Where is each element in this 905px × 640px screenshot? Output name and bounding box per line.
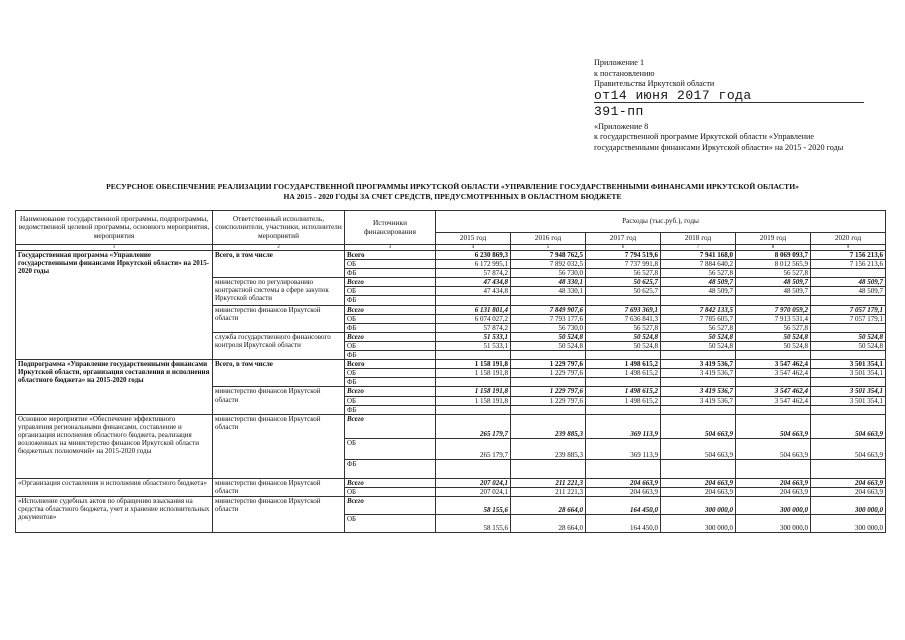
value-cell <box>511 459 586 478</box>
value-cell: 48 330,1 <box>511 278 586 287</box>
value-cell: 3 419 536,7 <box>661 396 736 405</box>
value-cell <box>511 405 586 414</box>
value-cell: 50 524,8 <box>736 341 811 350</box>
value-cell: 7 892 032,5 <box>511 260 586 269</box>
appendix-header <box>594 58 884 154</box>
value-cell: 300 000,0 <box>736 496 811 514</box>
value-cell <box>511 296 586 305</box>
event-name: «Организация составления и исполнения областного бюджета» <box>16 478 213 496</box>
value-cell: 56 527,8 <box>736 269 811 278</box>
value-cell: 48 509,7 <box>736 287 811 296</box>
value-cell: 50 524,8 <box>511 341 586 350</box>
value-cell: 504 663,9 <box>811 414 886 438</box>
value-cell: 7 737 991,8 <box>586 260 661 269</box>
value-cell: 57 874,2 <box>436 269 511 278</box>
value-cell: 3 547 462,4 <box>736 369 811 378</box>
value-cell: 28 664,0 <box>511 514 586 532</box>
source-fb: ФБ <box>345 323 436 332</box>
value-cell: 300 000,0 <box>811 514 886 532</box>
value-cell: 1 498 615,2 <box>586 360 661 369</box>
value-cell: 3 501 354,1 <box>811 369 886 378</box>
value-cell: 211 221,3 <box>511 487 586 496</box>
value-cell: 3 547 462,4 <box>736 387 811 396</box>
value-cell: 204 663,9 <box>811 487 886 496</box>
value-cell: 7 156 213,6 <box>811 260 886 269</box>
value-cell: 204 663,9 <box>586 487 661 496</box>
program-reference: к государственной программе Иркутской области «Управление государственными финансами Иркутской области» на 2015 - 2020 годы <box>594 132 844 152</box>
value-cell <box>661 351 736 360</box>
table-row <box>16 360 886 369</box>
header-expenses: Расходы (тыс.руб.), годы <box>436 211 886 233</box>
decree-number: 391-пп <box>594 103 644 119</box>
value-cell: 239 885,3 <box>511 414 586 438</box>
value-cell: 1 158 191,8 <box>436 360 511 369</box>
value-cell: 58 155,6 <box>436 514 511 532</box>
value-cell <box>661 296 736 305</box>
executor-cell: министерство финансов Иркутской области <box>213 305 345 332</box>
col-index: 3 <box>345 245 436 251</box>
source-fb: ФБ <box>345 351 436 360</box>
value-cell <box>436 405 511 414</box>
document-title <box>25 182 880 201</box>
col-index: 2 <box>213 245 345 251</box>
source-ob: ОБ <box>345 438 436 459</box>
executor-cell: министерство по регулированию контрактной системы в сфере закупок Иркутской области <box>213 278 345 305</box>
value-cell: 50 524,8 <box>511 332 586 341</box>
program-name: Государственная программа «Управление государственными финансами Иркутской области» на 2015-2020 годы <box>16 251 213 360</box>
value-cell: 1 498 615,2 <box>586 396 661 405</box>
header-executor: Ответственный исполнитель, соисполнители, участники, исполнители мероприятий <box>213 211 345 245</box>
value-cell: 7 941 168,0 <box>661 251 736 260</box>
value-cell <box>661 459 736 478</box>
source-fb: ФБ <box>345 459 436 478</box>
value-cell: 56 527,8 <box>661 269 736 278</box>
subprogram-total-executor: Всего, в том числе <box>213 360 345 387</box>
event-name: «Исполнение судебных актов по обращению взыскания на средства областного бюджета, учет и хранение исполнительных документов» <box>16 496 213 532</box>
value-cell: 56 730,0 <box>511 269 586 278</box>
value-cell <box>811 405 886 414</box>
subprogram-name: Подпрограмма «Управление государственными финансами Иркутской области, организация составления и исполнения областного бюджета» на 2015-2020 годы <box>16 360 213 415</box>
value-cell: 164 450,0 <box>586 514 661 532</box>
value-cell: 7 849 907,6 <box>511 305 586 314</box>
value-cell: 204 663,9 <box>586 478 661 487</box>
value-cell <box>736 459 811 478</box>
value-cell: 204 663,9 <box>811 478 886 487</box>
value-cell: 3 419 536,7 <box>661 387 736 396</box>
appendix8-label: «Приложение 8 <box>594 121 649 131</box>
source-total: Всего <box>345 478 436 487</box>
header-year: 2018 год <box>661 233 736 245</box>
source-total: Всего <box>345 278 436 287</box>
value-cell: 369 113,9 <box>586 414 661 438</box>
value-cell <box>586 459 661 478</box>
value-cell: 6 230 869,3 <box>436 251 511 260</box>
value-cell <box>586 378 661 387</box>
value-cell: 3 419 536,7 <box>661 369 736 378</box>
header-year: 2019 год <box>736 233 811 245</box>
value-cell: 56 730,0 <box>511 323 586 332</box>
source-ob: ОБ <box>345 369 436 378</box>
value-cell: 50 524,8 <box>811 332 886 341</box>
value-cell: 48 509,7 <box>811 287 886 296</box>
value-cell: 265 179,7 <box>436 414 511 438</box>
source-ob: ОБ <box>345 487 436 496</box>
value-cell: 300 000,0 <box>736 514 811 532</box>
value-cell <box>661 405 736 414</box>
value-cell: 1 158 191,8 <box>436 387 511 396</box>
value-cell: 7 057 179,1 <box>811 314 886 323</box>
value-cell: 7 884 640,2 <box>661 260 736 269</box>
value-cell: 204 663,9 <box>661 478 736 487</box>
value-cell: 48 509,7 <box>736 278 811 287</box>
value-cell: 1 229 797,6 <box>511 369 586 378</box>
value-cell: 3 547 462,4 <box>736 360 811 369</box>
value-cell: 7 793 177,6 <box>511 314 586 323</box>
title-line-2: НА 2015 - 2020 ГОДЫ ЗА СЧЕТ СРЕДСТВ, ПРЕДУСМОТРЕННЫХ В ОБЛАСТНОМ БЮДЖЕТЕ <box>283 191 622 201</box>
value-cell: 50 524,8 <box>661 332 736 341</box>
value-cell <box>811 459 886 478</box>
value-cell: 56 527,8 <box>586 323 661 332</box>
value-cell: 504 663,9 <box>736 438 811 459</box>
source-fb: ФБ <box>345 296 436 305</box>
value-cell: 47 434,8 <box>436 287 511 296</box>
col-index: 6 <box>586 245 661 251</box>
decree-date: от14 июня 2017 года <box>594 90 864 103</box>
value-cell: 164 450,0 <box>586 496 661 514</box>
value-cell: 7 156 213,6 <box>811 251 886 260</box>
value-cell <box>586 405 661 414</box>
value-cell: 207 024,1 <box>436 478 511 487</box>
col-index: 7 <box>661 245 736 251</box>
value-cell: 300 000,0 <box>661 496 736 514</box>
header-year: 2015 год <box>436 233 511 245</box>
value-cell: 8 012 565,9 <box>736 260 811 269</box>
value-cell: 1 158 191,8 <box>436 369 511 378</box>
value-cell: 204 663,9 <box>736 487 811 496</box>
col-index: 9 <box>811 245 886 251</box>
value-cell: 8 069 093,7 <box>736 251 811 260</box>
table-row <box>16 414 886 438</box>
value-cell <box>736 351 811 360</box>
title-line-1: РЕСУРСНОЕ ОБЕСПЕЧЕНИЕ РЕАЛИЗАЦИИ ГОСУДАРСТВЕННОЙ ПРОГРАММЫ ИРКУТСКОЙ ОБЛАСТИ «УПРАВЛЕНИЕ ГОСУДАРСТВЕННЫМИ ФИНАНСАМИ ИРКУТСКОЙ ОБЛАСТИ» <box>106 182 799 191</box>
value-cell: 300 000,0 <box>811 496 886 514</box>
value-cell: 7 913 531,4 <box>736 314 811 323</box>
value-cell: 50 524,8 <box>661 341 736 350</box>
value-cell: 7 842 133,5 <box>661 305 736 314</box>
value-cell <box>811 378 886 387</box>
header-year: 2017 год <box>586 233 661 245</box>
value-cell: 50 524,8 <box>586 332 661 341</box>
appendix-label: Приложение 1 <box>594 58 645 67</box>
value-cell <box>436 459 511 478</box>
col-index: 5 <box>511 245 586 251</box>
value-cell: 207 024,1 <box>436 487 511 496</box>
value-cell: 51 533,1 <box>436 341 511 350</box>
value-cell: 56 527,8 <box>736 323 811 332</box>
value-cell: 57 874,2 <box>436 323 511 332</box>
value-cell: 50 524,8 <box>811 341 886 350</box>
value-cell: 7 948 762,5 <box>511 251 586 260</box>
value-cell <box>736 405 811 414</box>
value-cell: 369 113,9 <box>586 438 661 459</box>
executor-cell: служба государственного финансового контроля Иркутской области <box>213 332 345 359</box>
value-cell: 7 636 841,3 <box>586 314 661 323</box>
value-cell: 51 533,1 <box>436 332 511 341</box>
value-cell <box>736 296 811 305</box>
table-row <box>16 478 886 487</box>
value-cell <box>511 378 586 387</box>
source-total: Всего <box>345 496 436 514</box>
value-cell <box>436 351 511 360</box>
main-event-name: Основное мероприятие «Обеспечение эффективного управления региональными финансами, составление и организация исполнения областного бюджета, реализация возложенных на министерство финансов Иркутской области бюджетных полномочий» на 2015-2020 годы <box>16 414 213 478</box>
value-cell <box>586 351 661 360</box>
value-cell: 6 131 801,4 <box>436 305 511 314</box>
value-cell: 6 074 027,2 <box>436 314 511 323</box>
value-cell: 1 229 797,6 <box>511 387 586 396</box>
table-row <box>16 251 886 260</box>
value-cell <box>811 296 886 305</box>
value-cell: 1 229 797,6 <box>511 396 586 405</box>
source-total: Всего <box>345 387 436 396</box>
value-cell: 211 221,3 <box>511 478 586 487</box>
source-total: Всего <box>345 414 436 438</box>
program-total-executor: Всего, в том числе <box>213 251 345 278</box>
header-source: Источники финансирования <box>345 211 436 245</box>
value-cell: 3 547 462,4 <box>736 396 811 405</box>
col-index: 4 <box>436 245 511 251</box>
value-cell: 1 498 615,2 <box>586 369 661 378</box>
value-cell: 3 501 354,1 <box>811 396 886 405</box>
value-cell: 3 501 354,1 <box>811 387 886 396</box>
source-ob: ОБ <box>345 314 436 323</box>
value-cell: 7 057 179,1 <box>811 305 886 314</box>
source-fb: ФБ <box>345 405 436 414</box>
value-cell: 504 663,9 <box>811 438 886 459</box>
value-cell <box>511 351 586 360</box>
source-total: Всего <box>345 305 436 314</box>
value-cell <box>661 378 736 387</box>
source-ob: ОБ <box>345 396 436 405</box>
value-cell: 56 527,8 <box>661 323 736 332</box>
government-label: Правительства Иркутской области <box>594 79 715 89</box>
value-cell: 50 625,7 <box>586 278 661 287</box>
value-cell: 504 663,9 <box>736 414 811 438</box>
value-cell: 50 625,7 <box>586 287 661 296</box>
value-cell <box>436 378 511 387</box>
value-cell <box>586 296 661 305</box>
source-total: Всего <box>345 251 436 260</box>
value-cell: 7 693 369,1 <box>586 305 661 314</box>
value-cell <box>811 269 886 278</box>
value-cell: 56 527,8 <box>586 269 661 278</box>
resource-table <box>15 210 886 533</box>
value-cell: 48 509,7 <box>661 278 736 287</box>
value-cell: 265 179,7 <box>436 438 511 459</box>
value-cell: 7 785 605,7 <box>661 314 736 323</box>
value-cell: 48 509,7 <box>811 278 886 287</box>
value-cell: 504 663,9 <box>661 414 736 438</box>
value-cell: 204 663,9 <box>661 487 736 496</box>
source-ob: ОБ <box>345 341 436 350</box>
value-cell: 7 794 519,6 <box>586 251 661 260</box>
value-cell: 1 229 797,6 <box>511 360 586 369</box>
source-ob: ОБ <box>345 287 436 296</box>
value-cell: 1 158 191,8 <box>436 396 511 405</box>
source-ob: ОБ <box>345 260 436 269</box>
table-row <box>16 496 886 514</box>
value-cell <box>736 378 811 387</box>
value-cell: 50 524,8 <box>736 332 811 341</box>
source-ob: ОБ <box>345 514 436 532</box>
header-year: 2016 год <box>511 233 586 245</box>
executor-cell: министерство финансов Иркутской области <box>213 496 345 532</box>
executor-cell: министерство финансов Иркутской области <box>213 478 345 496</box>
value-cell: 50 524,8 <box>586 341 661 350</box>
col-index: 1 <box>16 245 213 251</box>
value-cell <box>811 351 886 360</box>
value-cell <box>436 296 511 305</box>
value-cell: 48 330,1 <box>511 287 586 296</box>
value-cell: 3 419 536,7 <box>661 360 736 369</box>
value-cell: 1 498 615,2 <box>586 387 661 396</box>
value-cell: 3 501 354,1 <box>811 360 886 369</box>
value-cell: 204 663,9 <box>736 478 811 487</box>
value-cell <box>811 323 886 332</box>
executor-cell: министерство финансов Иркутской области <box>213 387 345 414</box>
value-cell: 6 172 995,1 <box>436 260 511 269</box>
decree-label: к постановлению <box>594 68 655 78</box>
source-total: Всего <box>345 360 436 369</box>
value-cell: 239 885,3 <box>511 438 586 459</box>
col-index: 8 <box>736 245 811 251</box>
value-cell: 47 434,8 <box>436 278 511 287</box>
value-cell: 300 000,0 <box>661 514 736 532</box>
value-cell: 504 663,9 <box>661 438 736 459</box>
value-cell: 28 664,0 <box>511 496 586 514</box>
source-fb: ФБ <box>345 378 436 387</box>
header-year: 2020 год <box>811 233 886 245</box>
source-total: Всего <box>345 332 436 341</box>
header-name: Наименование государственной программы, подпрограммы, ведомственной целевой программы, основного мероприятия, мероприятия <box>16 211 213 245</box>
source-fb: ФБ <box>345 269 436 278</box>
value-cell: 7 970 059,2 <box>736 305 811 314</box>
executor-cell: министерство финансов Иркутской области <box>213 414 345 478</box>
value-cell: 58 155,6 <box>436 496 511 514</box>
value-cell: 48 509,7 <box>661 287 736 296</box>
